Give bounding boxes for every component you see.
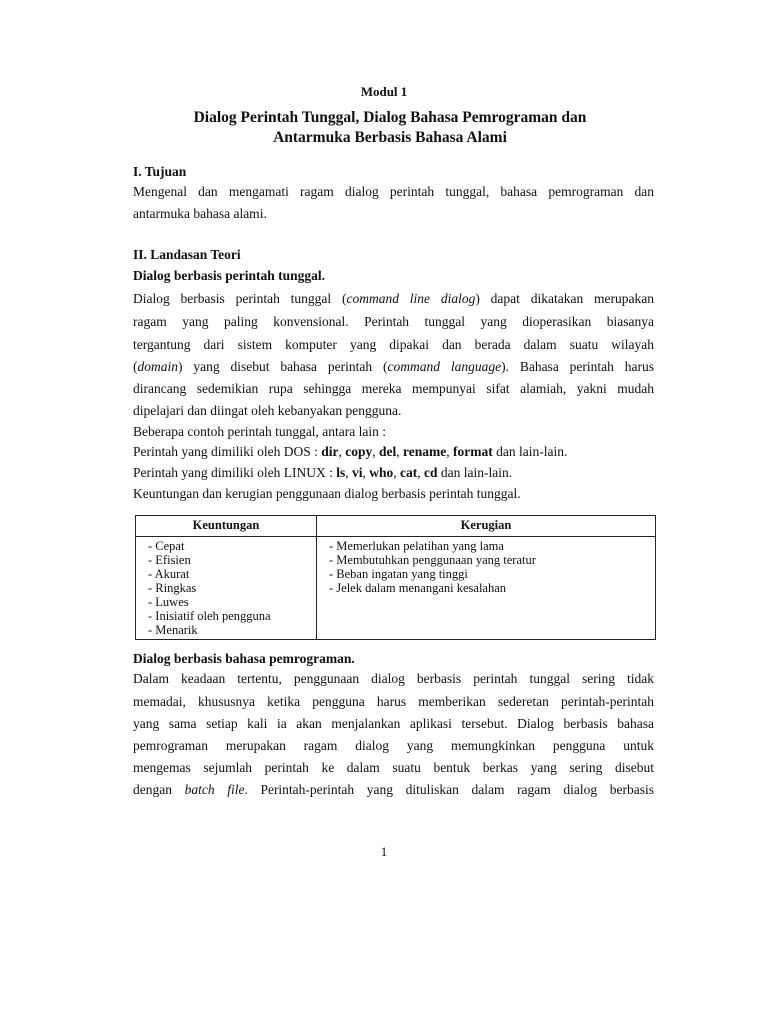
header-keuntungan: Keuntungan xyxy=(136,516,317,537)
keuntungan-list xyxy=(144,539,308,637)
para1-line-2: ragam yang paling konvensional. Perintah tunggal yang dioperasikan biasanya xyxy=(133,314,654,329)
list-item: - Inisiatif oleh pengguna xyxy=(148,609,308,623)
para2-line-4: pemrograman merupakan ragam dialog yang memungkinkan pengguna untuk xyxy=(133,738,654,753)
dos-commands: Perintah yang dimiliki oleh DOS : dir, copy, del, rename, format dan lain-lain. xyxy=(133,444,568,459)
para2-line-6: dengan batch file. Perintah-perintah yang dituliskan dalam ragam dialog berbasis xyxy=(133,782,654,797)
para2-line-2: memadai, khususnya ketika pengguna harus memberikan sederetan perintah-perintah xyxy=(133,694,654,709)
list-item: - Jelek dalam menangani kesalahan xyxy=(329,581,647,595)
para1-line-1: Dialog berbasis perintah tunggal (command line dialog) dapat dikatakan merupakan xyxy=(133,291,654,306)
heading-landasan-teori: II. Landasan Teori xyxy=(133,247,241,262)
linux-commands: Perintah yang dimiliki oleh LINUX : ls, vi, who, cat, cd dan lain-lain. xyxy=(133,465,513,480)
para1-line-5: dirancang sedemikian rupa sehingga mereka mempunyai sifat alamiah, yakni mudah xyxy=(133,381,654,396)
list-item: - Ringkas xyxy=(148,581,308,595)
para1-line-4: (domain) yang disebut bahasa perintah (command language). Bahasa perintah harus xyxy=(133,359,654,374)
page-number: 1 xyxy=(380,844,388,859)
table-header-row xyxy=(136,516,656,537)
tujuan-line-1: Mengenal dan mengamati ragam dialog perintah tunggal, bahasa pemrograman dan xyxy=(133,184,654,199)
list-item: - Akurat xyxy=(148,567,308,581)
list-item: - Efisien xyxy=(148,553,308,567)
list-item: - Luwes xyxy=(148,595,308,609)
list-item: - Menarik xyxy=(148,623,308,637)
heading-tujuan: I. Tujuan xyxy=(133,164,187,179)
list-item: - Cepat xyxy=(148,539,308,553)
list-item: - Beban ingatan yang tinggi xyxy=(329,567,647,581)
table-row xyxy=(136,537,656,640)
tujuan-line-2: antarmuka bahasa alami. xyxy=(133,206,267,221)
pros-cons-table xyxy=(135,515,656,640)
title-line-2: Antarmuka Berbasis Bahasa Alami xyxy=(273,129,507,146)
subheading-perintah-tunggal: Dialog berbasis perintah tunggal. xyxy=(133,268,326,283)
para2-line-1: Dalam keadaan tertentu, penggunaan dialog berbasis perintah tunggal sering tidak xyxy=(133,671,654,686)
table-intro: Keuntungan dan kerugian penggunaan dialog berbasis perintah tunggal. xyxy=(133,486,521,501)
keuntungan-cell xyxy=(136,537,317,640)
para1-line-6: dipelajari dan diingat oleh kebanyakan pengguna. xyxy=(133,403,402,418)
para1-line-3: tergantung dari sistem komputer yang dipakai dan berada dalam suatu wilayah xyxy=(133,337,654,352)
document-title xyxy=(120,108,660,148)
para2-line-5: mengemas sejumlah perintah ke dalam suatu bentuk berkas yang sering disebut xyxy=(133,760,654,775)
list-item: - Membutuhkan penggunaan yang teratur xyxy=(329,553,647,567)
subheading-bahasa-pemrograman: Dialog berbasis bahasa pemrograman. xyxy=(133,651,355,666)
kerugian-cell xyxy=(317,537,656,640)
para2-line-3: yang sama setiap kali ia akan menjalankan aplikasi tersebut. Dialog berbasis bahasa xyxy=(133,716,654,731)
header-kerugian: Kerugian xyxy=(317,516,656,537)
examples-intro: Beberapa contoh perintah tunggal, antara lain : xyxy=(133,424,387,439)
module-label: Modul 1 xyxy=(360,84,408,99)
list-item: - Memerlukan pelatihan yang lama xyxy=(329,539,647,553)
title-line-1: Dialog Perintah Tunggal, Dialog Bahasa Pemrograman dan xyxy=(193,109,587,126)
kerugian-list xyxy=(325,539,647,595)
